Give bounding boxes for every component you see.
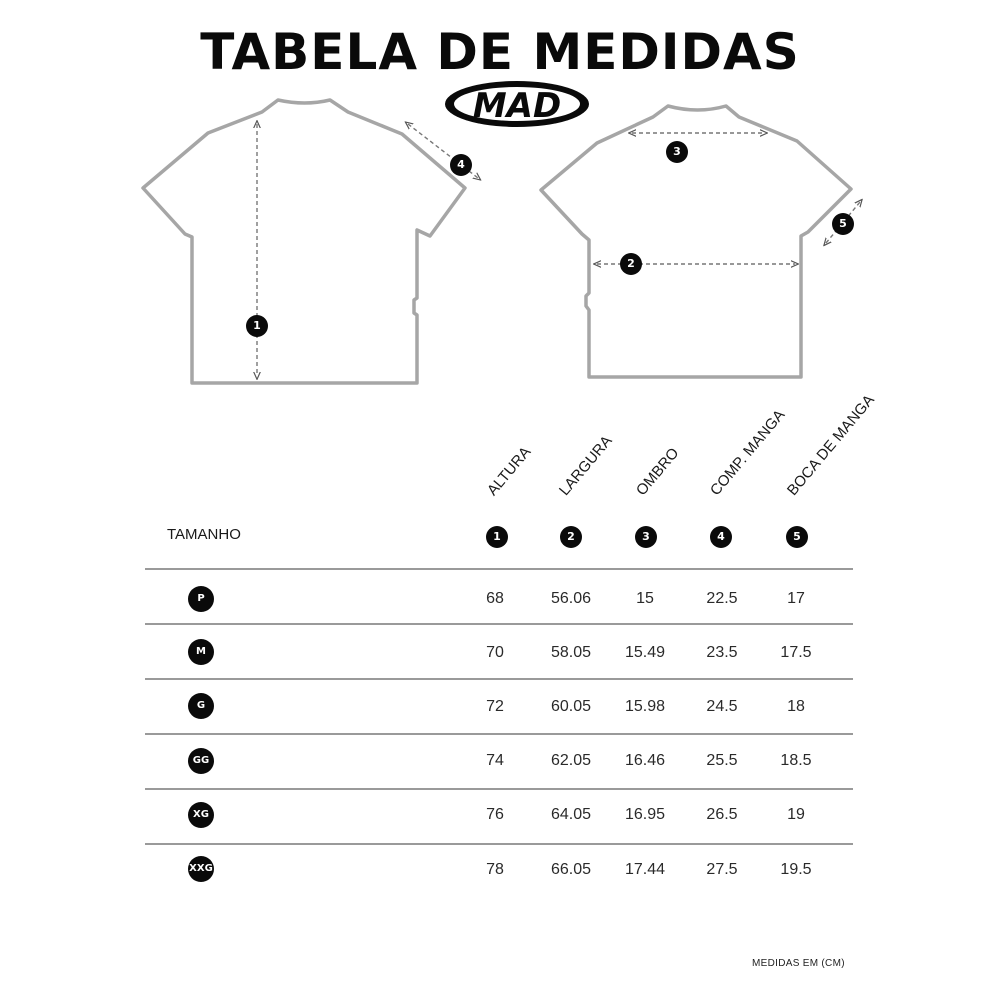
size-badge-xg: XG: [188, 802, 214, 828]
table-cell: 17.5: [780, 644, 812, 661]
column-header-comp-manga: COMP. MANGA: [706, 406, 789, 499]
table-cell: 18.5: [780, 752, 812, 769]
marker-4: 4: [450, 154, 472, 176]
table-cell: 60.05: [550, 698, 592, 715]
size-badge-xxg: XXG: [188, 856, 214, 882]
table-cell: 16.46: [624, 752, 666, 769]
table-cell: 74: [486, 752, 504, 769]
table-cell: 68: [486, 590, 504, 607]
table-cell: 24.5: [706, 698, 738, 715]
units-note: MEDIDAS EM (CM): [752, 958, 845, 969]
marker-3: 3: [666, 141, 688, 163]
table-cell: 27.5: [706, 861, 738, 878]
table-cell: 78: [486, 861, 504, 878]
table-cell: 15.49: [624, 644, 666, 661]
table-cell: 72: [486, 698, 504, 715]
table-cell: 26.5: [706, 806, 738, 823]
table-cell: 19: [787, 806, 805, 823]
column-number-2: 2: [560, 526, 582, 548]
column-number-5: 5: [786, 526, 808, 548]
marker-5: 5: [832, 213, 854, 235]
marker-2: 2: [620, 253, 642, 275]
table-cell: 64.05: [550, 806, 592, 823]
size-column-label: TAMANHO: [167, 526, 241, 543]
table-cell: 15.98: [624, 698, 666, 715]
size-badge-m: M: [188, 639, 214, 665]
column-header-ombro: OMBRO: [632, 444, 683, 499]
size-badge-gg: GG: [188, 748, 214, 774]
table-cell: 76: [486, 806, 504, 823]
table-cell: 66.05: [550, 861, 592, 878]
table-cell: 58.05: [550, 644, 592, 661]
size-badge-g: G: [188, 693, 214, 719]
table-cell: 70: [486, 644, 504, 661]
size-badge-p: P: [188, 586, 214, 612]
column-number-4: 4: [710, 526, 732, 548]
marker-1: 1: [246, 315, 268, 337]
table-cell: 15: [636, 590, 654, 607]
table-cell: 23.5: [706, 644, 738, 661]
column-header-boca-de-manga: BOCA DE MANGA: [783, 391, 878, 499]
table-cell: 19.5: [780, 861, 812, 878]
column-header-altura: ALTURA: [483, 443, 535, 499]
table-cell: 18: [787, 698, 805, 715]
table-cell: 16.95: [624, 806, 666, 823]
table-cell: 56.06: [550, 590, 592, 607]
table-cell: 17.44: [624, 861, 666, 878]
row-divider: [145, 678, 853, 680]
shirt-front-diagram: [0, 0, 1000, 400]
column-header-largura: LARGURA: [555, 432, 616, 499]
row-divider: [145, 623, 853, 625]
table-cell: 17: [787, 590, 805, 607]
column-number-3: 3: [635, 526, 657, 548]
row-divider: [145, 788, 853, 790]
brand-logo-text: MAD: [472, 86, 562, 126]
table-cell: 22.5: [706, 590, 738, 607]
page-title: TABELA DE MEDIDAS: [200, 23, 800, 81]
row-divider: [145, 568, 853, 570]
row-divider: [145, 733, 853, 735]
row-divider: [145, 843, 853, 845]
table-cell: 62.05: [550, 752, 592, 769]
table-cell: 25.5: [706, 752, 738, 769]
column-number-1: 1: [486, 526, 508, 548]
